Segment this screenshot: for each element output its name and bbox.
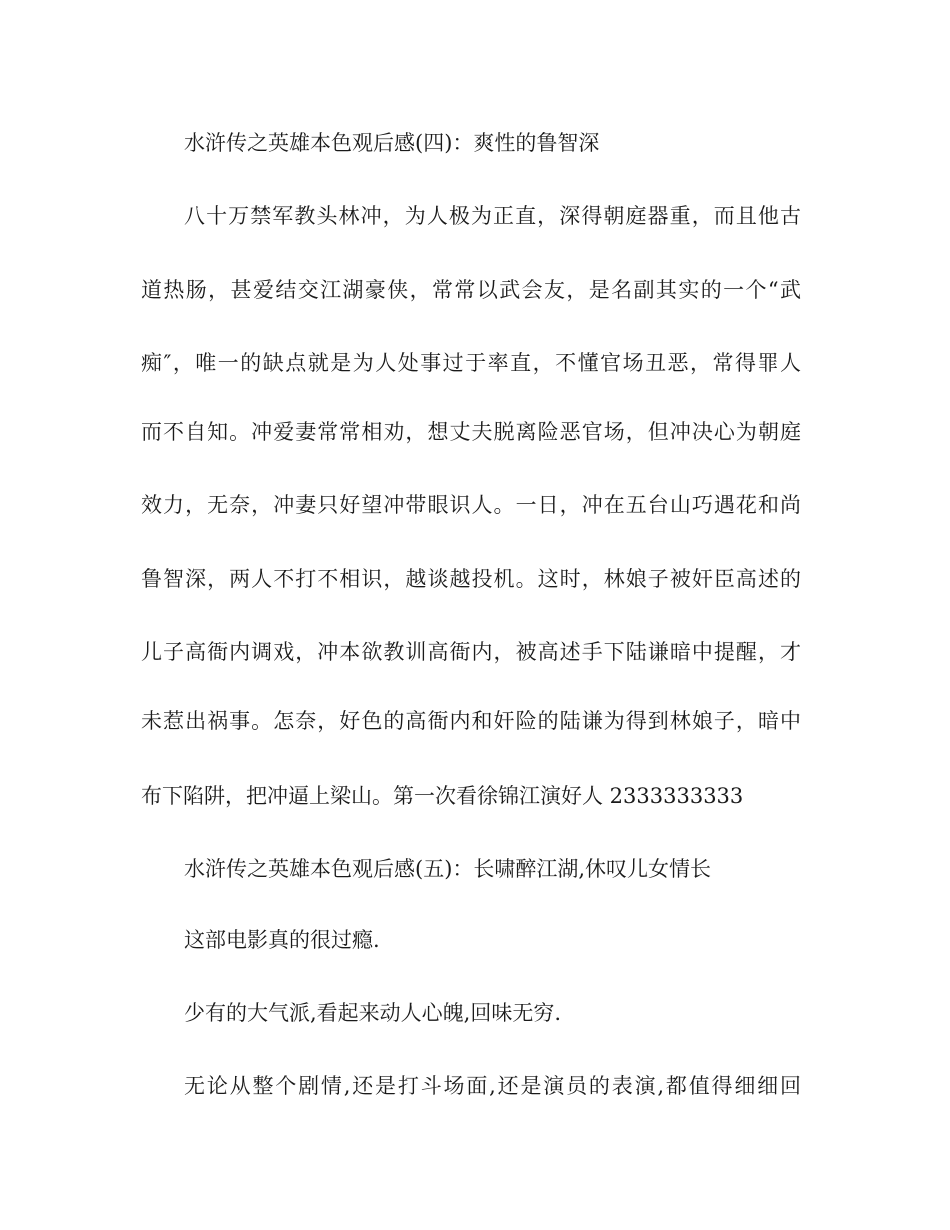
paragraph-line: 布下陷阱，把冲逼上梁山。第一次看徐锦江演好人 2333333333	[141, 784, 744, 808]
section-heading-4: 水浒传之英雄本色观后感(四)：爽性的鲁智深	[184, 131, 600, 155]
paragraph-line: 少有的大气派,看起来动人心魄,回味无穷.	[184, 1001, 562, 1025]
section-heading-5: 水浒传之英雄本色观后感(五)：长啸醉江湖,休叹儿女情长	[184, 857, 712, 881]
paragraph-line: 鲁智深，两人不打不相识，越谈越投机。这时，林娘子被奸臣高述的	[141, 567, 801, 591]
paragraph-line: 八十万禁军教头林冲，为人极为正直，深得朝庭器重，而且他古	[184, 204, 801, 228]
paragraph-line: 道热肠，甚爱结交江湖豪侠，常常以武会友，是名副其实的一个“武	[141, 278, 801, 302]
paragraph-line: 无论从整个剧情,还是打斗场面,还是演员的表演,都值得细细回	[184, 1074, 801, 1098]
paragraph-line: 这部电影真的很过瘾.	[184, 928, 380, 952]
paragraph-line: 痴″，唯一的缺点就是为人处事过于率直，不懂官场丑恶，常得罪人	[141, 351, 801, 375]
paragraph-line: 效力，无奈，冲妻只好望冲带眼识人。一日，冲在五台山巧遇花和尚	[141, 493, 801, 517]
paragraph-line: 未惹出祸事。怎奈，好色的高衙内和奸险的陆谦为得到林娘子，暗中	[141, 709, 801, 733]
paragraph-line: 儿子高衙内调戏，冲本欲教训高衙内，被高述手下陆谦暗中提醒，才	[141, 640, 801, 664]
paragraph-line: 而不自知。冲爱妻常常相劝，想丈夫脱离险恶官场，但冲决心为朝庭	[141, 420, 801, 444]
